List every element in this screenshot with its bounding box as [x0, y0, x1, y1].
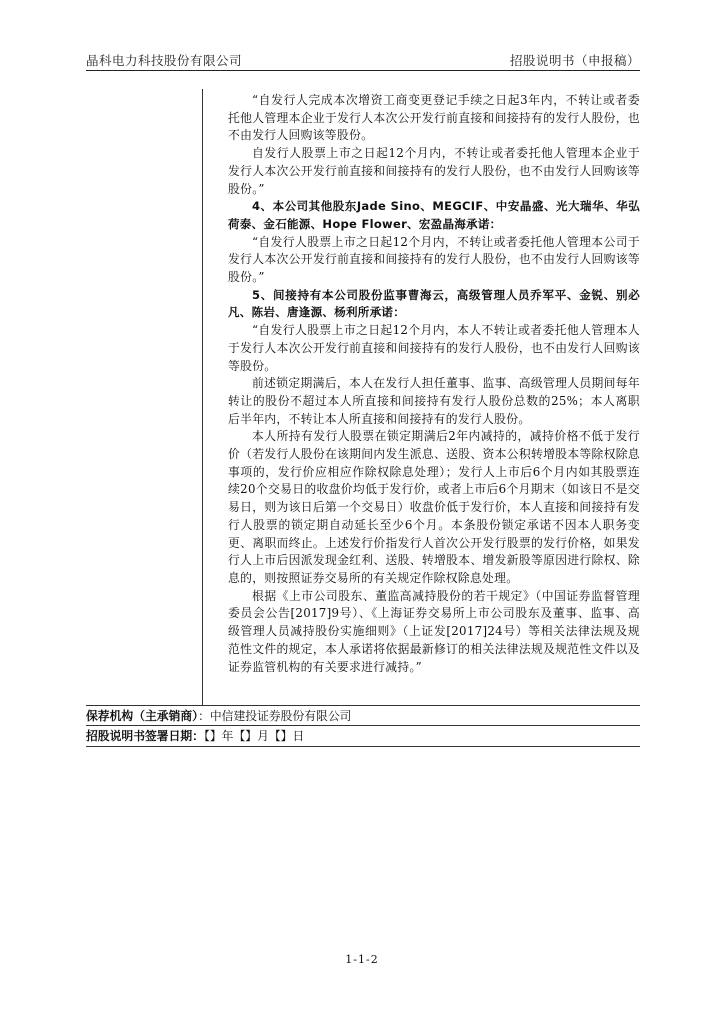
commitment-paragraph: 前述锁定期满后，本人在发行人担任董事、监事、高级管理人员期间每年转让的股份不超过本人所直接和间接持有发行人股份总数的25%；本人离职后半年内，不转让本人所直接和间接持有的发行人股份。: [228, 376, 640, 426]
sponsor-label: 保荐机构（主承销商）: [86, 709, 199, 723]
sponsor-value: ：中信建投证券股份有限公司: [198, 709, 352, 723]
sponsor-row: [86, 705, 640, 726]
commitment-heading: 4、本公司其他股东Jade Sino、MEGCIF、中安晶盛、光大瑞华、华弘荷泰、金石能源、Hope Flower、宏盈晶海承诺：: [228, 199, 640, 231]
signing-date-label: 招股说明书签署日期：: [86, 729, 204, 743]
commitment-paragraph: “自发行人股票上市之日起12个月内，本人不转让或者委托他人管理本人于发行人本次公开发行前直接和间接持有的发行人股份，也不由发行人回购该等股份。: [228, 323, 640, 373]
commitment-heading: 5、间接持有本公司股份监事曹海云，高级管理人员乔军平、金锐、别必凡、陈岩、唐逢源、杨利所承诺：: [228, 287, 640, 320]
company-name: 晶科电力科技股份有限公司: [86, 53, 243, 68]
signing-date-row: [86, 725, 640, 747]
commitment-paragraph: 本人所持有发行人股票在锁定期满后2年内减持的，减持价格不低于发行价（若发行人股份在该期间内发生派息、送股、资本公积转增股本等除权除息事项的，发行价应相应作除权除息处理）；发行人上市后6个月内如其股票连续20个交易日的收盘价均低于发行价，或者上市后6个月期末（如该日不是交易日，则为该日后第一个交易日）收盘价低于发行价，本人直接和间接持有发行人股票的锁定期自动延长至少6个月。本条股份锁定承诺不因本人职务变更、离职而终止。上述发行价指发行人首次公开发行股票的发行价格，如果发行人上市后因派发现金红利、送股、转增股本、增发新股等原因进行除权、除息的，则按照证券交易所的有关规定作除权除息处理。: [228, 429, 640, 585]
commitment-paragraph: 自发行人股票上市之日起12个月内，不转让或者委托他人管理本企业于发行人本次公开发行前直接和间接持有的发行人股份，也不由发行人回购该等股份。”: [228, 146, 640, 196]
page-header: [86, 50, 640, 71]
commitment-paragraph: 根据《上市公司股东、董监高减持股份的若干规定》（中国证券监督管理委员会公告[2017]9号）、《上海证券交易所上市公司股东及董事、监事、高级管理人员减持股份实施细则》（上证发[2017]24号）等相关法律法规及规范性文件的规定，本人承诺将依据最新修订的相关法律法规及规范性文件以及证券监管机构的有关要求进行减持。”: [228, 588, 640, 674]
commitment-text-cell: [228, 92, 640, 676]
page-number: 1-1-2: [345, 953, 379, 966]
table-column-divider: [202, 89, 203, 705]
commitment-paragraph: “自发行人完成本次增资工商变更登记手续之日起3年内，不转让或者委托他人管理本企业于发行人本次公开发行前直接和间接持有的发行人股份，也不由发行人回购该等股份。: [228, 93, 640, 143]
commitment-paragraph: “自发行人股票上市之日起12个月内，不转让或者委托他人管理本公司于发行人本次公开发行前直接和间接持有的发行人股份，也不由发行人回购该等股份。”: [228, 234, 640, 285]
document-title: 招股说明书（申报稿）: [509, 53, 640, 68]
signing-date-value: 【】年【】月【】日: [203, 729, 305, 743]
